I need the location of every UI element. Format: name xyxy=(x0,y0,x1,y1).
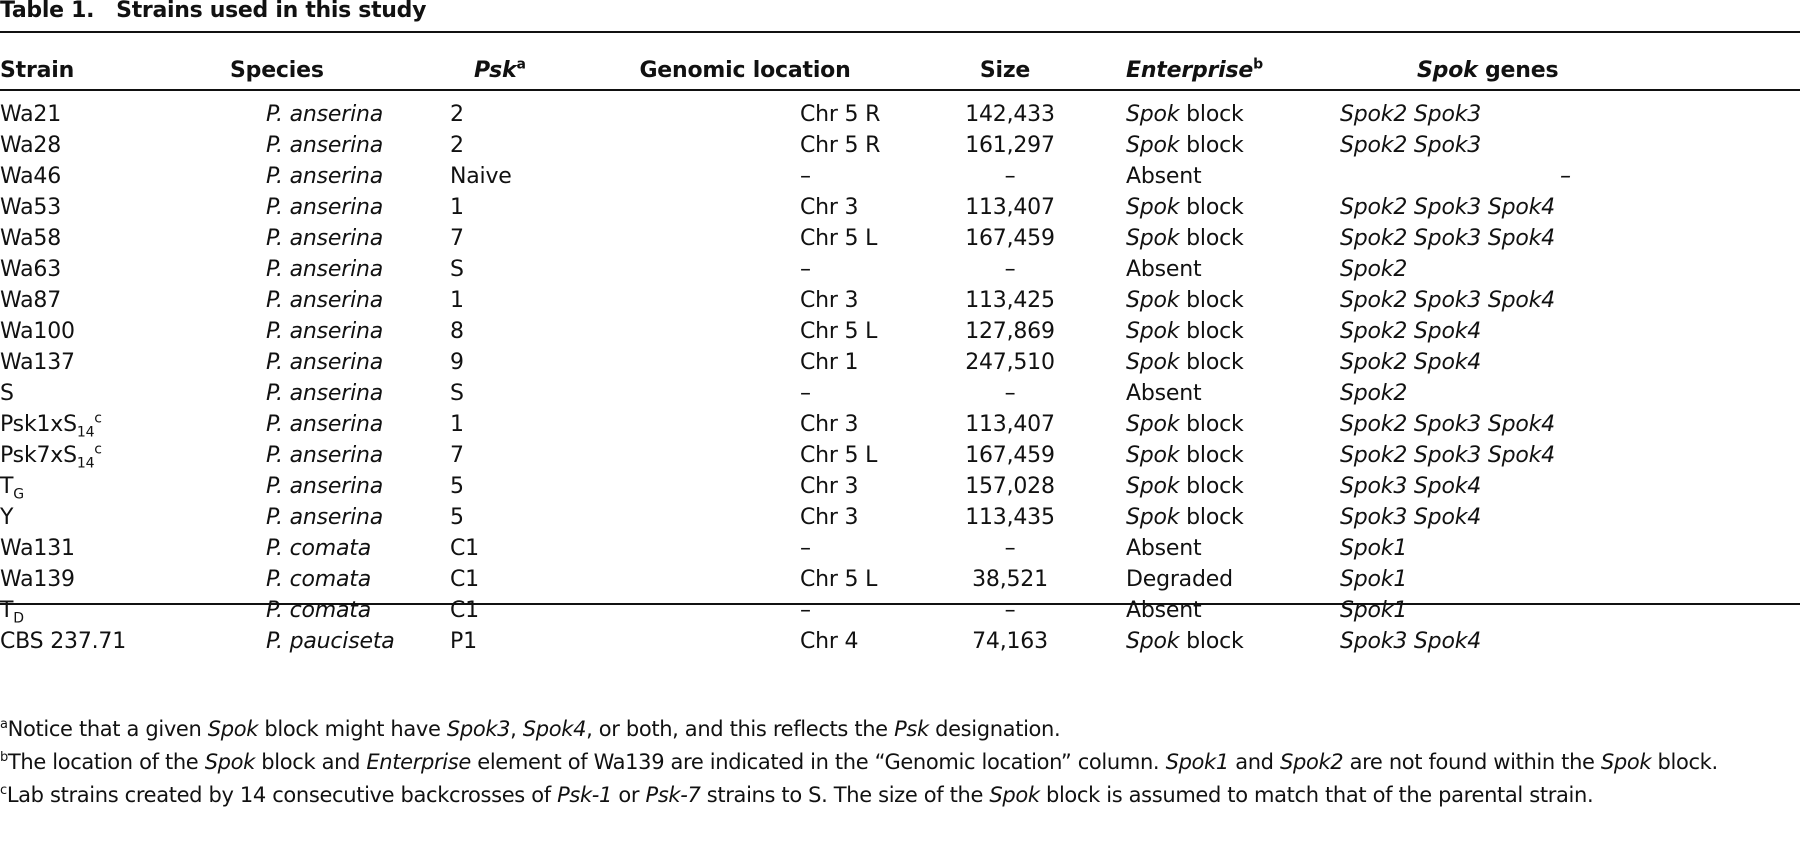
footnote-text: Spok xyxy=(207,717,259,741)
cell-psk: 7 xyxy=(450,443,464,468)
psk-header-text: Psk xyxy=(474,57,517,83)
cell-strain xyxy=(0,223,230,254)
cell-species: P. anserina xyxy=(266,288,384,313)
col-header-enterprise xyxy=(1100,47,1310,93)
table-row xyxy=(0,192,1800,223)
cell-genomic-location: Chr 3 xyxy=(800,505,859,530)
enterprise-italic: Spok xyxy=(1126,226,1180,251)
cell-strain xyxy=(0,93,230,130)
cell-species: P. anserina xyxy=(266,102,384,127)
strain-name: Wa46 xyxy=(0,164,62,189)
cell-psk: 2 xyxy=(450,102,464,127)
col-header-psk xyxy=(450,47,600,93)
cell-size: 157,028 xyxy=(965,474,1055,499)
cell-strain xyxy=(0,347,230,378)
cell-genomic-location: Chr 5 L xyxy=(800,319,878,344)
enterprise-italic: Spok xyxy=(1126,505,1180,530)
footnote-text: Lab strains created by 14 consecutive backcrosses of xyxy=(6,783,558,807)
cell-spok-genes: Spok2 Spok3 Spok4 xyxy=(1340,195,1555,220)
cell-psk: 2 xyxy=(450,133,464,158)
cell-psk: 1 xyxy=(450,412,464,437)
table-row xyxy=(0,626,1800,657)
col-header-species: Species xyxy=(230,57,324,83)
top-rule xyxy=(0,31,1800,33)
strain-name: T xyxy=(0,598,14,623)
strain-name: Wa131 xyxy=(0,536,75,561)
footnote-text: Spok xyxy=(204,750,255,774)
cell-enterprise xyxy=(1100,626,1310,657)
footnote-text: designation. xyxy=(928,717,1061,741)
cell-size: 113,407 xyxy=(965,412,1055,437)
cell-strain xyxy=(0,409,230,440)
strain-subscript: D xyxy=(13,610,24,627)
table-row xyxy=(0,502,1800,533)
strain-name: T xyxy=(0,474,14,499)
enterprise-text: Degraded xyxy=(1126,567,1233,592)
cell-size: – xyxy=(1004,164,1016,189)
table-row xyxy=(0,409,1800,440)
cell-genomic-location: Chr 3 xyxy=(800,412,859,437)
cell-species: P. anserina xyxy=(266,412,384,437)
cell-species: P. anserina xyxy=(266,350,384,375)
table-row xyxy=(0,130,1800,161)
cell-enterprise xyxy=(1100,533,1310,564)
footnote-a xyxy=(0,716,1796,743)
cell-enterprise xyxy=(1100,595,1310,626)
footnote-text: Spok4 xyxy=(522,717,587,741)
strain-footnote-mark: c xyxy=(94,410,102,427)
footnote-mark: a xyxy=(0,717,8,732)
table-row xyxy=(0,161,1800,192)
cell-species: P. anserina xyxy=(266,164,384,189)
footnote-c xyxy=(0,782,1796,809)
cell-genomic-location: Chr 3 xyxy=(800,474,859,499)
footnote-text: Notice that a given xyxy=(7,717,208,741)
enterprise-text: block xyxy=(1179,226,1244,251)
enterprise-footnote-mark: b xyxy=(1253,56,1263,73)
table-caption xyxy=(0,0,426,28)
enterprise-italic: Spok xyxy=(1126,288,1180,313)
table-body xyxy=(0,93,1800,657)
table-row xyxy=(0,347,1800,378)
cell-strain xyxy=(0,161,230,192)
col-header-strain: Strain xyxy=(0,57,75,83)
footnote-text: Spok xyxy=(1600,750,1652,774)
strain-name: Wa58 xyxy=(0,226,62,251)
cell-spok-genes: Spok1 xyxy=(1340,598,1408,623)
cell-enterprise xyxy=(1100,409,1310,440)
table-row xyxy=(0,223,1800,254)
enterprise-header-text: Enterprise xyxy=(1126,57,1254,83)
cell-psk: C1 xyxy=(450,598,479,623)
strain-name: Wa28 xyxy=(0,133,62,158)
enterprise-text: Absent xyxy=(1126,598,1202,623)
cell-size: – xyxy=(1004,381,1016,406)
strain-name: Wa63 xyxy=(0,257,62,282)
enterprise-text: Absent xyxy=(1126,257,1202,282)
footnote-text: Psk-1 xyxy=(557,783,613,807)
footnote-text: Psk-7 xyxy=(645,783,701,807)
cell-strain xyxy=(0,378,230,409)
cell-psk: 5 xyxy=(450,474,464,499)
table-row xyxy=(0,285,1800,316)
enterprise-italic: Spok xyxy=(1126,629,1180,654)
cell-genomic-location: Chr 3 xyxy=(800,195,859,220)
cell-genomic-location: – xyxy=(800,257,811,282)
cell-enterprise xyxy=(1100,161,1310,192)
footnote-mark: c xyxy=(0,783,7,798)
footnote-text: Psk xyxy=(894,717,929,741)
strain-subscript: 14 xyxy=(76,424,95,441)
footnote-text: are not found within the xyxy=(1343,750,1601,774)
cell-psk: 5 xyxy=(450,505,464,530)
enterprise-text: block xyxy=(1179,505,1244,530)
cell-size: 167,459 xyxy=(965,226,1055,251)
enterprise-text: block xyxy=(1179,319,1244,344)
enterprise-text: block xyxy=(1179,350,1244,375)
cell-strain xyxy=(0,533,230,564)
cell-strain xyxy=(0,285,230,316)
cell-spok-genes: Spok2 Spok3 xyxy=(1340,133,1482,158)
cell-species: P. anserina xyxy=(266,443,384,468)
cell-psk: 7 xyxy=(450,226,464,251)
cell-genomic-location: Chr 4 xyxy=(800,629,859,654)
cell-spok-genes: Spok2 Spok3 xyxy=(1340,102,1482,127)
cell-size: 247,510 xyxy=(965,350,1055,375)
cell-spok-genes: Spok3 Spok4 xyxy=(1340,474,1482,499)
cell-strain xyxy=(0,471,230,502)
cell-genomic-location: Chr 5 L xyxy=(800,226,878,251)
footnote-text: and xyxy=(1228,750,1280,774)
table-row xyxy=(0,471,1800,502)
cell-enterprise xyxy=(1100,316,1310,347)
footnote-text: strains to S. The size of the xyxy=(700,783,990,807)
cell-size: 167,459 xyxy=(965,443,1055,468)
table-row xyxy=(0,440,1800,471)
cell-size: 161,297 xyxy=(965,133,1055,158)
cell-psk: 1 xyxy=(450,288,464,313)
col-header-genomic-location: Genomic location xyxy=(639,57,851,83)
enterprise-italic: Spok xyxy=(1126,350,1180,375)
cell-psk: Naive xyxy=(450,164,512,189)
cell-enterprise xyxy=(1100,223,1310,254)
cell-size: – xyxy=(1004,536,1016,561)
cell-psk: C1 xyxy=(450,567,479,592)
cell-enterprise xyxy=(1100,285,1310,316)
footnote-text: or xyxy=(612,783,646,807)
footnote-text: Spok1 xyxy=(1165,750,1229,774)
table-row xyxy=(0,533,1800,564)
cell-spok-genes: Spok2 xyxy=(1340,381,1408,406)
enterprise-italic: Spok xyxy=(1126,133,1180,158)
footnote-b xyxy=(0,749,1796,776)
cell-spok-genes: Spok2 Spok3 Spok4 xyxy=(1340,443,1555,468)
cell-genomic-location: – xyxy=(800,381,811,406)
footnote-text: block. xyxy=(1651,750,1718,774)
cell-genomic-location: – xyxy=(800,598,811,623)
cell-enterprise xyxy=(1100,130,1310,161)
cell-species: P. anserina xyxy=(266,381,384,406)
cell-enterprise xyxy=(1100,254,1310,285)
enterprise-text: Absent xyxy=(1126,536,1202,561)
enterprise-text: block xyxy=(1179,102,1244,127)
enterprise-text: block xyxy=(1179,412,1244,437)
cell-psk: 8 xyxy=(450,319,464,344)
table-row xyxy=(0,316,1800,347)
table-header-row xyxy=(0,47,1800,93)
cell-spok-genes: Spok1 xyxy=(1340,567,1408,592)
footnote-text: The location of the xyxy=(7,750,205,774)
cell-enterprise xyxy=(1100,502,1310,533)
cell-strain xyxy=(0,440,230,471)
cell-species: P. anserina xyxy=(266,133,384,158)
cell-enterprise xyxy=(1100,192,1310,223)
enterprise-italic: Spok xyxy=(1126,412,1180,437)
cell-spok-genes: Spok2 Spok4 xyxy=(1340,319,1482,344)
cell-spok-genes: Spok2 Spok3 Spok4 xyxy=(1340,288,1555,313)
strain-name: Y xyxy=(0,505,14,530)
footnote-text: Enterprise xyxy=(366,750,471,774)
cell-spok-genes: Spok3 Spok4 xyxy=(1340,629,1482,654)
cell-spok-genes: Spok1 xyxy=(1340,536,1408,561)
table-row xyxy=(0,254,1800,285)
enterprise-italic: Spok xyxy=(1126,102,1180,127)
cell-size: 127,869 xyxy=(965,319,1055,344)
cell-spok-genes: Spok2 Spok4 xyxy=(1340,350,1482,375)
strain-name: Wa21 xyxy=(0,102,62,127)
footnote-text: element of Wa139 are indicated in the “Genomic location” column. xyxy=(470,750,1166,774)
footnote-text: Spok xyxy=(989,783,1040,807)
cell-species: P. comata xyxy=(266,598,371,623)
strain-name: CBS 237.71 xyxy=(0,629,127,654)
enterprise-text: block xyxy=(1179,288,1244,313)
strain-name: Wa53 xyxy=(0,195,62,220)
enterprise-text: block xyxy=(1179,443,1244,468)
cell-enterprise xyxy=(1100,564,1310,595)
table-footnotes xyxy=(0,716,1796,815)
cell-strain xyxy=(0,316,230,347)
cell-psk: S xyxy=(450,257,464,282)
cell-species: P. comata xyxy=(266,536,371,561)
footnote-mark: b xyxy=(0,750,8,765)
cell-genomic-location: – xyxy=(800,164,811,189)
strain-name: Wa100 xyxy=(0,319,75,344)
cell-species: P. anserina xyxy=(266,474,384,499)
cell-size: 113,425 xyxy=(965,288,1055,313)
cell-genomic-location: Chr 5 L xyxy=(800,443,878,468)
cell-size: 113,435 xyxy=(965,505,1055,530)
cell-psk: P1 xyxy=(450,629,477,654)
spok-header-italic: Spok xyxy=(1417,57,1478,83)
strain-name: Wa137 xyxy=(0,350,75,375)
strain-subscript: 14 xyxy=(76,455,95,472)
cell-strain xyxy=(0,502,230,533)
footnote-text: , xyxy=(510,717,523,741)
cell-species: P. comata xyxy=(266,567,371,592)
cell-spok-genes: Spok2 Spok3 Spok4 xyxy=(1340,412,1555,437)
cell-psk: 9 xyxy=(450,350,464,375)
table-row xyxy=(0,564,1800,595)
table-row xyxy=(0,93,1800,130)
cell-species: P. anserina xyxy=(266,505,384,530)
cell-species: P. anserina xyxy=(266,195,384,220)
cell-size: 113,407 xyxy=(965,195,1055,220)
cell-species: P. anserina xyxy=(266,319,384,344)
table-row xyxy=(0,378,1800,409)
cell-size: 38,521 xyxy=(972,567,1048,592)
strains-table xyxy=(0,47,1800,657)
cell-enterprise xyxy=(1100,378,1310,409)
cell-size: – xyxy=(1004,257,1016,282)
footnote-text: , or both, and this reflects the xyxy=(586,717,895,741)
strain-name: S xyxy=(0,381,14,406)
cell-genomic-location: Chr 3 xyxy=(800,288,859,313)
spok-header-rest: genes xyxy=(1477,57,1559,83)
enterprise-text: block xyxy=(1179,474,1244,499)
cell-strain xyxy=(0,192,230,223)
enterprise-text: block xyxy=(1179,195,1244,220)
cell-enterprise xyxy=(1100,440,1310,471)
strain-footnote-mark: c xyxy=(94,441,102,458)
cell-spok-genes: Spok2 Spok3 Spok4 xyxy=(1340,226,1555,251)
cell-spok-genes: – xyxy=(1560,164,1571,189)
cell-species: P. anserina xyxy=(266,226,384,251)
cell-enterprise xyxy=(1100,471,1310,502)
psk-footnote-mark: a xyxy=(516,56,526,73)
cell-strain xyxy=(0,626,230,657)
cell-strain xyxy=(0,595,230,626)
strain-name: Psk1xS xyxy=(0,412,77,437)
cell-psk: 1 xyxy=(450,195,464,220)
col-header-spok-genes xyxy=(1310,47,1800,93)
cell-size: – xyxy=(1004,598,1016,623)
cell-strain xyxy=(0,254,230,285)
enterprise-italic: Spok xyxy=(1126,443,1180,468)
table-title: Strains used in this study xyxy=(116,0,427,23)
footnote-text: Spok3 xyxy=(446,717,511,741)
footnote-text: Spok2 xyxy=(1279,750,1344,774)
cell-size: 74,163 xyxy=(972,629,1048,654)
enterprise-italic: Spok xyxy=(1126,319,1180,344)
enterprise-text: block xyxy=(1179,133,1244,158)
enterprise-italic: Spok xyxy=(1126,195,1180,220)
cell-enterprise xyxy=(1100,93,1310,130)
strain-name: Wa87 xyxy=(0,288,62,313)
cell-species: P. pauciseta xyxy=(266,629,395,654)
footnote-text: block is assumed to match that of the parental strain. xyxy=(1039,783,1594,807)
cell-species: P. anserina xyxy=(266,257,384,282)
table-number: Table 1. xyxy=(0,0,95,23)
strain-name: Psk7xS xyxy=(0,443,77,468)
cell-spok-genes: Spok2 xyxy=(1340,257,1408,282)
strain-name: Wa139 xyxy=(0,567,75,592)
cell-genomic-location: Chr 1 xyxy=(800,350,859,375)
enterprise-text: block xyxy=(1179,629,1244,654)
cell-genomic-location: – xyxy=(800,536,811,561)
cell-genomic-location: Chr 5 L xyxy=(800,567,878,592)
enterprise-italic: Spok xyxy=(1126,474,1180,499)
table-row xyxy=(0,595,1800,626)
cell-psk: S xyxy=(450,381,464,406)
footnote-text: block might have xyxy=(258,717,447,741)
col-header-size: Size xyxy=(979,57,1031,83)
cell-psk: C1 xyxy=(450,536,479,561)
cell-genomic-location: Chr 5 R xyxy=(800,133,881,158)
cell-genomic-location: Chr 5 R xyxy=(800,102,881,127)
cell-strain xyxy=(0,130,230,161)
cell-enterprise xyxy=(1100,347,1310,378)
cell-size: 142,433 xyxy=(965,102,1055,127)
enterprise-text: Absent xyxy=(1126,164,1202,189)
enterprise-text: Absent xyxy=(1126,381,1202,406)
cell-spok-genes: Spok3 Spok4 xyxy=(1340,505,1482,530)
cell-strain xyxy=(0,564,230,595)
strain-subscript: G xyxy=(13,486,24,503)
footnote-text: block and xyxy=(254,750,367,774)
